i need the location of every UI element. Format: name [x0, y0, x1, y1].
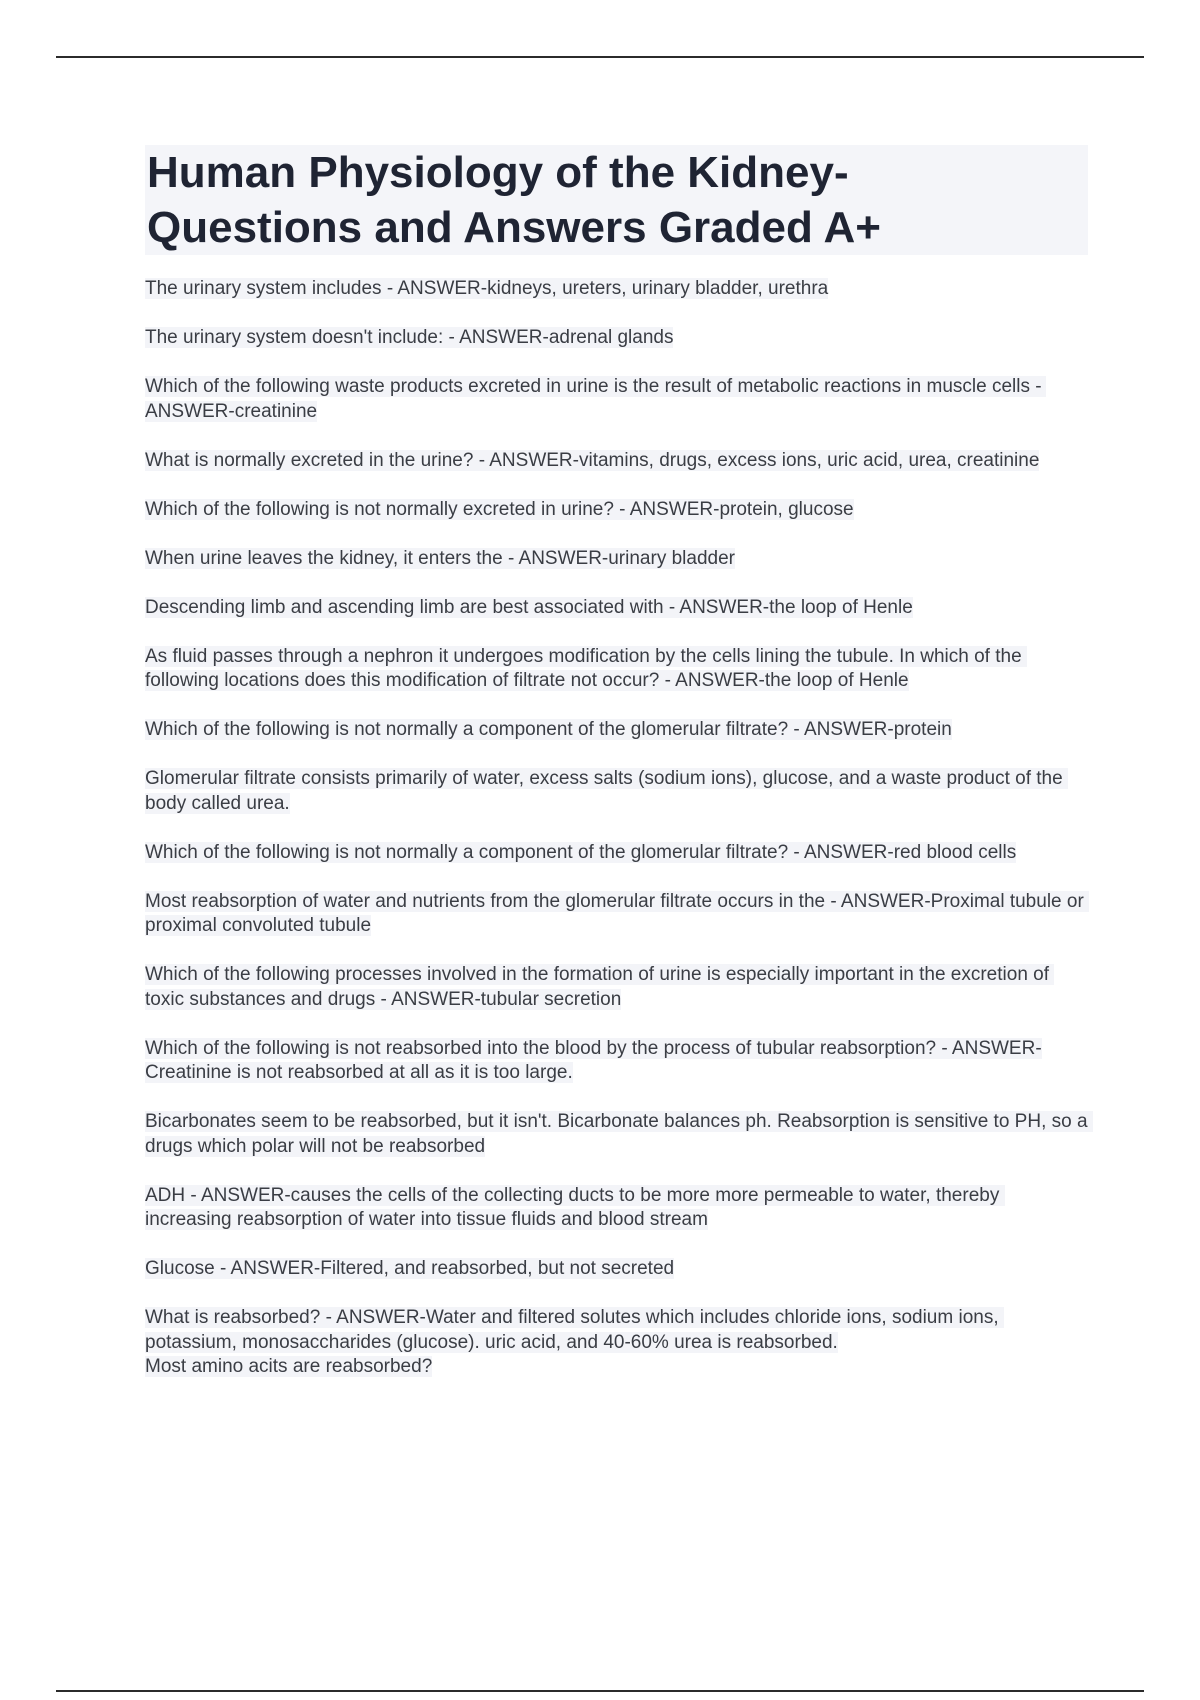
- title-line-2: Questions and Answers Graded A+: [147, 203, 881, 252]
- qa-item: Which of the following is not normally a component of the glomerular filtrate? - ANSWER-protein: [145, 719, 952, 740]
- qa-item: Which of the following is not normally a component of the glomerular filtrate? - ANSWER-red blood cells: [145, 841, 1017, 863]
- qa-item: Which of the following is not normally excreted in urine? - ANSWER-protein, glucose: [145, 498, 854, 520]
- title-line-1: Human Physiology of the Kidney-: [147, 148, 849, 197]
- qa-item: Which of the following waste products excreted in urine is the result of metabolic reactions in muscle cells - ANSWER-creatinine: [145, 376, 1046, 422]
- qa-item: What is reabsorbed? - ANSWER-Water and filtered solutes which includes chloride ions, sodium ions, potassium, monosaccharides (glucose). uric acid, and 40-60% urea is reabsorbed. Most amino acits are reabsorbed?: [145, 1306, 1088, 1380]
- document-title: [145, 145, 1088, 255]
- top-rule: [56, 56, 1144, 58]
- qa-item: The urinary system doesn't include: - ANSWER-adrenal glands: [145, 327, 674, 348]
- qa-item: Bicarbonates seem to be reabsorbed, but it isn't. Bicarbonate balances ph. Reabsorption is sensitive to PH, so a drugs which polar will not be reabsorbed: [145, 1111, 1093, 1157]
- qa-item: Glucose - ANSWER-Filtered, and reabsorbed, but not secreted: [145, 1258, 675, 1279]
- document-body: [145, 145, 1093, 1404]
- qa-item: As fluid passes through a nephron it undergoes modification by the cells lining the tubule. In which of the following locations does this modification of filtrate not occur? - ANSWER-the loop of Henle: [145, 645, 1027, 691]
- bottom-rule: [56, 1690, 1144, 1692]
- qa-item: Most reabsorption of water and nutrients from the glomerular filtrate occurs in the - ANSWER-Proximal tubule or proximal convoluted tubule: [145, 890, 1090, 936]
- qa-item: When urine leaves the kidney, it enters the - ANSWER-urinary bladder: [145, 547, 735, 569]
- qa-item: Which of the following is not reabsorbed into the blood by the process of tubular reabsorption? - ANSWER-Creatinine is not reabsorbed at all as it is too large.: [145, 1037, 1042, 1083]
- qa-item: Descending limb and ascending limb are best associated with - ANSWER-the loop of Henle: [145, 596, 913, 618]
- qa-item: Glomerular filtrate consists primarily of water, excess salts (sodium ions), glucose, and a waste product of the body called urea.: [145, 768, 1068, 814]
- qa-item: What is normally excreted in the urine? - ANSWER-vitamins, drugs, excess ions, uric acid, urea, creatinine: [145, 449, 1040, 471]
- qa-item: The urinary system includes - ANSWER-kidneys, ureters, urinary bladder, urethra: [145, 278, 829, 299]
- qa-item: Which of the following processes involved in the formation of urine is especially important in the excretion of toxic substances and drugs - ANSWER-tubular secretion: [145, 964, 1055, 1010]
- qa-item: ADH - ANSWER-causes the cells of the collecting ducts to be more more permeable to water, thereby increasing reabsorption of water into tissue fluids and blood stream: [145, 1184, 1005, 1230]
